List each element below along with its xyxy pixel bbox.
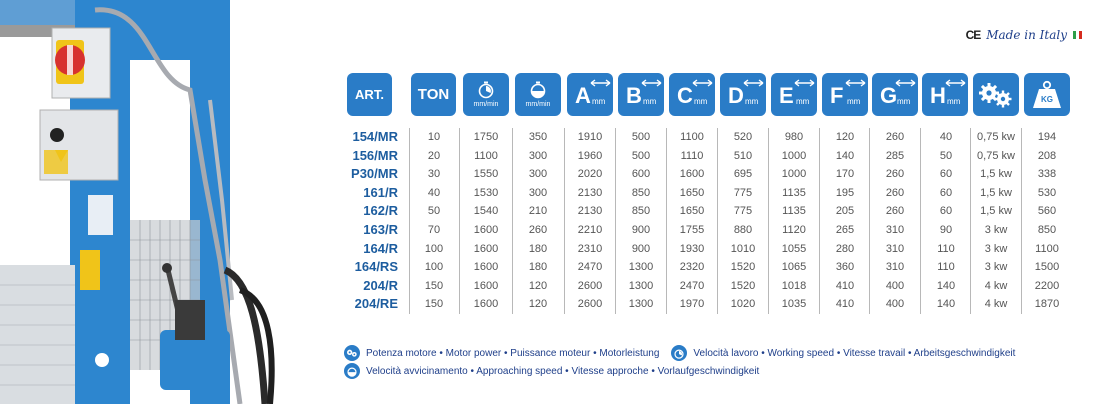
legend-working-speed: Velocità lavoro • Working speed • Vitesse travail • Arbeitsgeschwindigkeit	[693, 347, 1016, 359]
cell-v_app: 120	[528, 279, 548, 292]
header-ton-label: TON	[417, 86, 450, 103]
cell-b: 850	[631, 186, 651, 199]
double-arrow-icon	[692, 78, 713, 88]
cell-f: 280	[835, 242, 855, 255]
cell-power: 0,75 kw	[977, 131, 1015, 143]
legend-gears-icon	[344, 345, 360, 361]
cell-e: 1035	[781, 298, 807, 311]
cell-c: 1600	[679, 168, 705, 181]
dim-letter: E	[779, 83, 794, 108]
cell-v_work: 1530	[473, 186, 499, 199]
cell-g: 285	[885, 149, 905, 162]
cell-e: 1055	[781, 242, 807, 255]
cell-a: 2130	[577, 186, 603, 199]
article-code: 164/R	[363, 240, 398, 256]
table-row	[340, 221, 1080, 239]
cell-v_app: 300	[528, 186, 548, 199]
weight-icon	[1031, 80, 1063, 110]
cell-g: 260	[885, 168, 905, 181]
header-art-label: ART.	[355, 87, 384, 102]
dim-letter: D	[728, 83, 744, 108]
cell-h: 110	[937, 242, 955, 255]
cell-kg: 338	[1037, 168, 1057, 181]
cell-b: 1300	[628, 279, 654, 292]
made-in-italy-text: Made in Italy	[986, 28, 1067, 42]
legend-motor-power: Potenza motore • Motor power • Puissance moteur • Motorleistung	[366, 347, 660, 359]
header-dim-f	[822, 73, 868, 116]
cell-b: 500	[631, 131, 651, 143]
cell-d: 695	[733, 168, 753, 181]
cell-power: 0,75 kw	[977, 149, 1015, 162]
table-row	[340, 258, 1080, 276]
dim-unit: mm	[643, 97, 657, 106]
cell-power: 1,5 kw	[980, 205, 1012, 218]
working-speed-unit: mm/min	[473, 101, 499, 108]
cell-d: 510	[733, 149, 753, 162]
double-arrow-icon	[895, 78, 916, 88]
article-code: 204/R	[363, 277, 398, 293]
double-arrow-icon	[845, 78, 866, 88]
table-row	[340, 277, 1080, 295]
cell-f: 410	[835, 279, 855, 292]
dim-letter: C	[677, 83, 693, 108]
cell-kg: 1500	[1034, 261, 1060, 274]
cell-v_work: 1100	[474, 149, 498, 162]
cell-d: 1520	[730, 261, 756, 274]
cell-g: 260	[885, 131, 905, 143]
cell-v_work: 1750	[473, 131, 499, 143]
table-row	[340, 147, 1080, 165]
cell-v_work: 1540	[473, 205, 499, 218]
dim-letter: F	[830, 83, 844, 108]
weight-label: KG	[1041, 94, 1053, 104]
cell-e: 1135	[782, 186, 806, 199]
article-code: 163/R	[363, 222, 398, 237]
dim-unit: mm	[897, 97, 911, 106]
double-arrow-icon	[794, 78, 815, 88]
cell-ton: 150	[424, 279, 444, 292]
double-arrow-icon	[743, 78, 764, 88]
double-arrow-icon	[590, 78, 611, 88]
cell-a: 2470	[577, 261, 603, 274]
cell-b: 900	[631, 242, 651, 255]
legend-working-speed-icon	[671, 345, 687, 361]
article-code: 162/R	[363, 203, 398, 219]
cell-a: 2600	[577, 298, 603, 311]
cell-v_work: 1600	[473, 279, 499, 292]
cell-g: 310	[885, 224, 905, 236]
legend-approaching-speed: Velocità avvicinamento • Approaching speed • Vitesse approche • Vorlaufgeschwindigkeit	[366, 365, 760, 377]
gears-icon	[978, 82, 1014, 108]
cell-a: 1910	[577, 131, 603, 143]
cell-h: 60	[939, 168, 953, 181]
header-art	[347, 73, 392, 116]
cell-v_app: 300	[528, 149, 548, 162]
cell-d: 775	[733, 186, 753, 199]
header-dim-h	[922, 73, 968, 116]
cell-kg: 530	[1037, 186, 1057, 199]
cell-g: 310	[885, 242, 905, 255]
header-dim-d	[720, 73, 766, 116]
cell-v_work: 1600	[473, 261, 499, 274]
table-row	[340, 202, 1080, 220]
cell-kg: 208	[1037, 149, 1057, 162]
cell-g: 400	[885, 279, 905, 292]
cell-v_work: 1550	[473, 168, 499, 181]
cell-b: 600	[631, 168, 651, 181]
cell-ton: 20	[427, 149, 441, 162]
cell-v_work: 1600	[473, 242, 499, 255]
cell-h: 60	[939, 205, 953, 218]
cell-v_app: 300	[528, 168, 548, 181]
dim-unit: mm	[694, 97, 708, 106]
cell-h: 140	[936, 279, 956, 292]
dim-letter: A	[575, 83, 591, 108]
cell-kg: 194	[1037, 131, 1057, 143]
cell-f: 205	[835, 205, 855, 218]
table-row	[340, 240, 1080, 258]
cell-g: 400	[885, 298, 905, 311]
hydraulic-press-photo	[0, 0, 300, 404]
header-approach-speed	[515, 73, 561, 116]
cell-g: 260	[885, 205, 905, 218]
article-code: 156/MR	[352, 147, 398, 163]
cell-d: 1520	[730, 279, 756, 292]
header-dim-e	[771, 73, 817, 116]
cell-ton: 150	[424, 298, 444, 311]
cell-power: 3 kw	[984, 242, 1008, 255]
dim-unit: mm	[592, 97, 606, 106]
cell-ton: 10	[427, 131, 441, 143]
ce-mark: CE	[965, 28, 981, 42]
header-weight	[1024, 73, 1070, 116]
cell-f: 140	[835, 149, 855, 162]
cell-f: 360	[835, 261, 855, 274]
legend-row-2	[344, 363, 759, 379]
cell-d: 1020	[730, 298, 756, 311]
cell-kg: 560	[1037, 205, 1057, 218]
cell-c: 2470	[679, 279, 705, 292]
cell-power: 4 kw	[984, 279, 1008, 292]
legend-row-1	[344, 345, 1015, 361]
dim-unit: mm	[745, 97, 759, 106]
cell-h: 110	[937, 261, 955, 274]
cell-e: 1000	[781, 149, 807, 162]
cell-e: 980	[784, 131, 804, 143]
cell-ton: 50	[427, 205, 441, 218]
header-motor-power	[973, 73, 1019, 116]
cell-f: 170	[835, 168, 855, 181]
cell-h: 90	[939, 224, 953, 236]
cell-ton: 40	[427, 186, 441, 199]
cell-c: 1650	[679, 205, 705, 218]
table-row	[340, 128, 1080, 146]
cell-h: 140	[936, 298, 956, 311]
dim-letter: B	[626, 83, 642, 108]
cell-e: 1000	[781, 168, 807, 181]
cell-kg: 2200	[1034, 279, 1060, 292]
cell-v_app: 180	[528, 261, 548, 274]
header-dim-a	[567, 73, 613, 116]
table-row	[340, 165, 1080, 183]
cell-ton: 30	[427, 168, 441, 181]
table-row	[340, 295, 1080, 313]
cell-b: 850	[631, 205, 651, 218]
cell-c: 2320	[679, 261, 705, 274]
cell-power: 1,5 kw	[980, 186, 1012, 199]
cell-d: 520	[733, 131, 753, 143]
cell-h: 60	[939, 186, 953, 199]
cell-b: 1300	[628, 298, 654, 311]
cell-v_app: 120	[528, 298, 548, 311]
article-code: P30/MR	[351, 166, 398, 182]
dim-letter: H	[930, 83, 946, 108]
cell-c: 1755	[679, 224, 705, 236]
cell-f: 410	[835, 298, 855, 311]
cell-e: 1065	[781, 261, 807, 274]
header-dim-c	[669, 73, 715, 116]
dim-unit: mm	[947, 97, 961, 106]
cell-g: 310	[885, 261, 905, 274]
cell-h: 40	[939, 131, 953, 143]
cell-d: 775	[733, 205, 753, 218]
dim-letter: G	[880, 83, 898, 108]
double-arrow-icon	[945, 78, 966, 88]
article-code: 154/MR	[352, 129, 398, 144]
working-speed-icon	[478, 81, 494, 99]
cell-power: 1,5 kw	[980, 168, 1012, 181]
cell-a: 2210	[577, 224, 603, 236]
cell-b: 900	[631, 224, 651, 236]
header-dim-g	[872, 73, 918, 116]
flag-red	[1079, 31, 1082, 39]
cell-f: 120	[835, 131, 855, 143]
cell-v_work: 1600	[473, 224, 499, 236]
cell-b: 500	[631, 149, 651, 162]
cell-power: 3 kw	[984, 261, 1008, 274]
cell-v_app: 180	[528, 242, 548, 255]
cell-f: 195	[835, 186, 855, 199]
cell-v_app: 210	[528, 205, 548, 218]
cell-d: 1010	[730, 242, 756, 255]
header-dim-b	[618, 73, 664, 116]
cell-kg: 1870	[1034, 298, 1060, 311]
table-row	[340, 184, 1080, 202]
article-code: 204/RE	[354, 296, 398, 312]
cell-power: 4 kw	[984, 298, 1008, 311]
cell-h: 50	[939, 149, 953, 162]
article-code: 164/RS	[354, 259, 398, 275]
cell-a: 1960	[577, 149, 603, 162]
italian-flag-icon	[1073, 31, 1082, 39]
cell-v_app: 350	[528, 131, 548, 143]
header-ton	[411, 73, 456, 116]
double-arrow-icon	[641, 78, 662, 88]
approach-speed-unit: mm/min	[525, 101, 551, 108]
cell-g: 260	[885, 186, 905, 199]
cell-f: 265	[835, 224, 855, 236]
cell-power: 3 kw	[984, 224, 1008, 236]
cell-b: 1300	[628, 261, 654, 274]
header-working-speed	[463, 73, 509, 116]
made-in-italy-badge	[966, 28, 1082, 42]
cell-e: 1018	[781, 279, 807, 292]
cell-ton: 100	[424, 242, 444, 255]
dim-unit: mm	[847, 97, 861, 106]
cell-a: 2600	[577, 279, 603, 292]
cell-c: 1930	[679, 242, 705, 255]
cell-c: 1100	[680, 131, 704, 143]
dim-unit: mm	[796, 97, 810, 106]
cell-kg: 1100	[1035, 242, 1059, 255]
legend-approach-speed-icon	[344, 363, 360, 379]
cell-ton: 100	[424, 261, 444, 274]
cell-e: 1135	[782, 205, 806, 218]
cell-a: 2020	[577, 168, 603, 181]
cell-d: 880	[733, 224, 753, 236]
cell-c: 1650	[679, 186, 705, 199]
cell-c: 1110	[680, 149, 704, 162]
cell-a: 2310	[577, 242, 603, 255]
cell-ton: 70	[427, 224, 441, 236]
cell-v_work: 1600	[473, 298, 499, 311]
article-code: 161/R	[363, 184, 398, 200]
cell-v_app: 260	[528, 224, 548, 236]
cell-e: 1120	[782, 224, 806, 236]
cell-a: 2130	[577, 205, 603, 218]
approach-speed-icon	[530, 81, 546, 99]
cell-c: 1970	[679, 298, 705, 311]
cell-kg: 850	[1037, 224, 1057, 236]
